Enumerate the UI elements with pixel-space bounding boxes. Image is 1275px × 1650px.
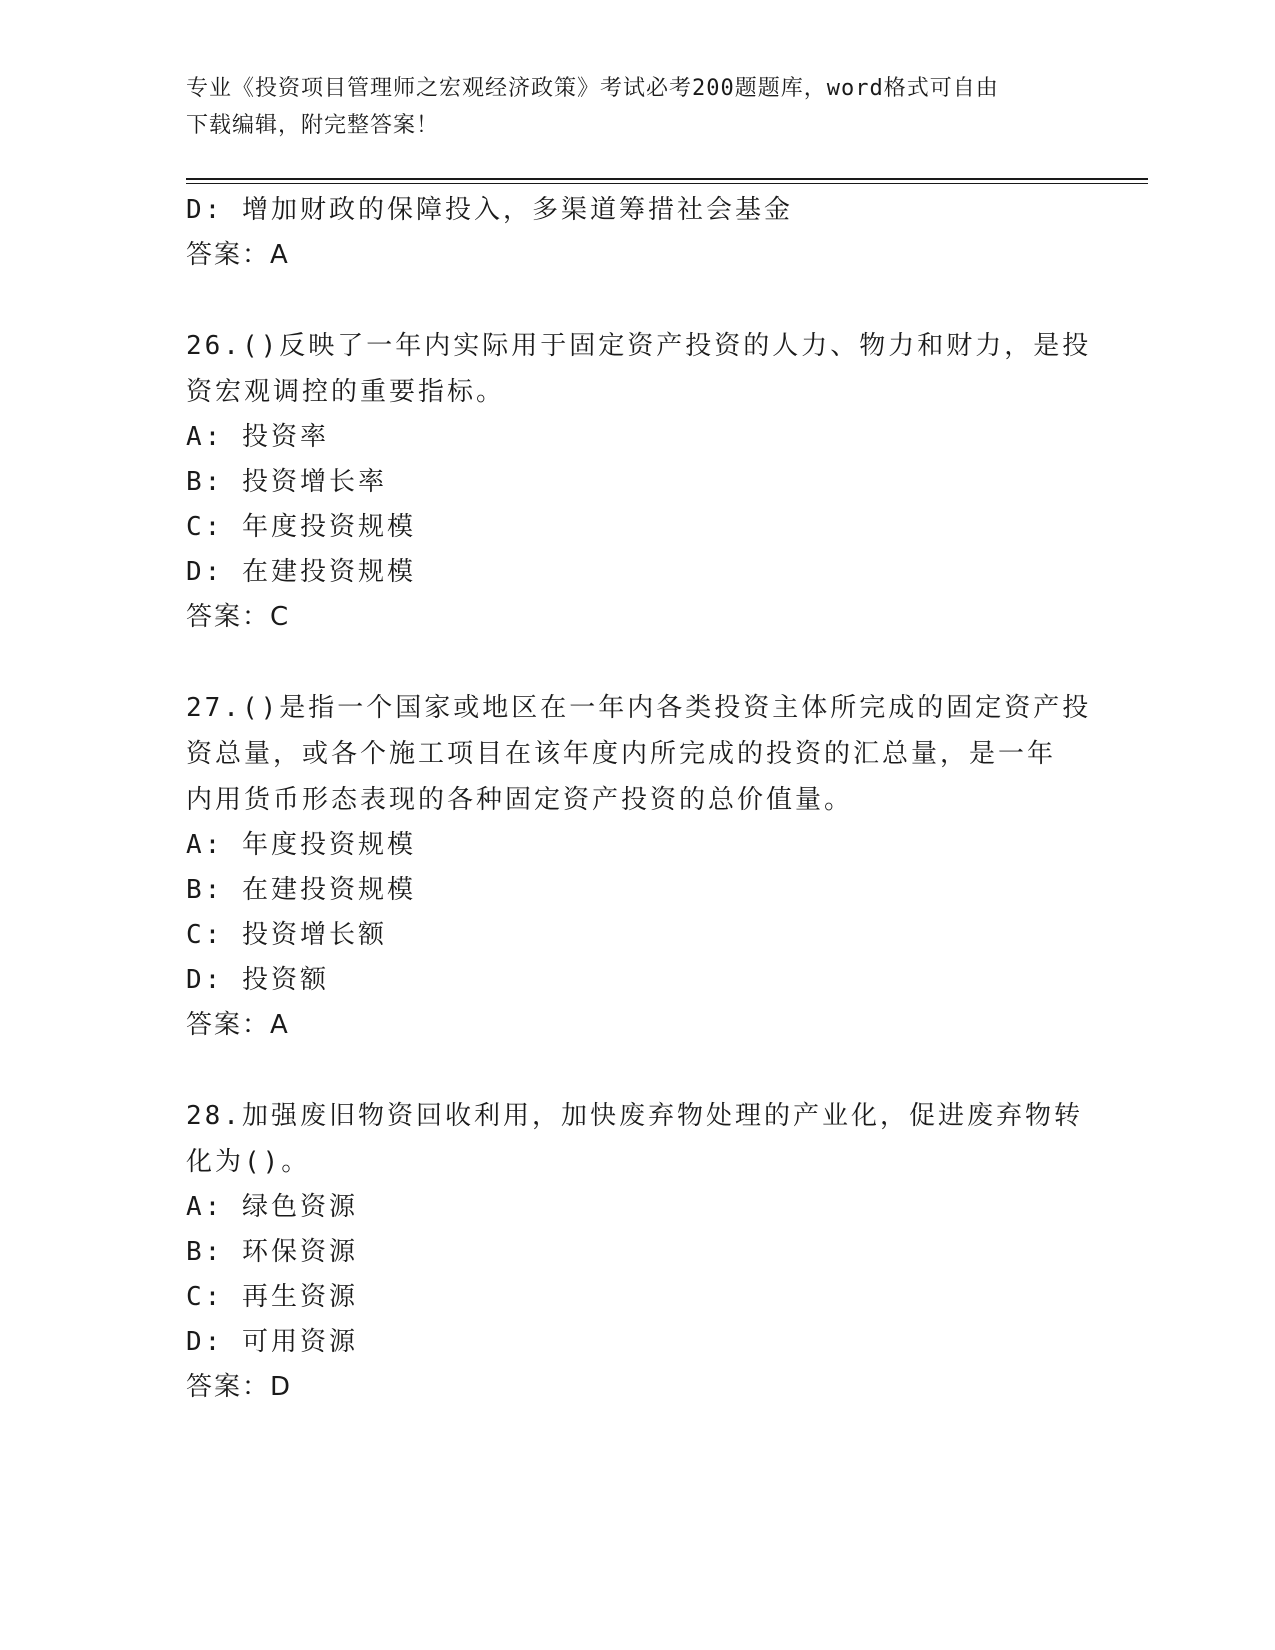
answer: 答案：D: [186, 1372, 293, 1402]
option-c: C: 年度投资规模: [186, 512, 416, 542]
option-d: D: 可用资源: [186, 1327, 358, 1357]
option-d: D: 投资额: [186, 965, 329, 995]
question-stem-line: 化为()。: [186, 1147, 311, 1177]
spacer: [186, 278, 1086, 323]
question-stem-line: 资宏观调控的重要指标。: [186, 377, 506, 407]
question-stem-line: 资总量，或各个施工项目在该年度内所完成的投资的汇总量，是一年: [186, 739, 1057, 769]
document-header: [186, 70, 1086, 144]
question-stem-line: 内用货币形态表现的各种固定资产投资的总价值量。: [186, 785, 854, 815]
spacer: [186, 640, 1086, 685]
prev-answer: 答案：A: [186, 240, 290, 270]
option-a: A: 投资率: [186, 422, 329, 452]
header-line-2: 下载编辑，附完整答案！: [186, 113, 440, 138]
option-a: A: 绿色资源: [186, 1192, 358, 1222]
option-b: B: 环保资源: [186, 1237, 358, 1267]
question-26: [186, 323, 1092, 640]
question-content: [186, 188, 1092, 1410]
question-stem-line: 27.()是指一个国家或地区在一年内各类投资主体所完成的固定资产投: [186, 693, 1092, 723]
option-c: C: 再生资源: [186, 1282, 358, 1312]
option-a: A: 年度投资规模: [186, 830, 416, 860]
answer: 答案：A: [186, 1010, 290, 1040]
option-b: B: 在建投资规模: [186, 875, 416, 905]
question-stem-line: 28.加强废旧物资回收利用，加快废弃物处理的产业化，促进废弃物转: [186, 1101, 1083, 1131]
spacer: [186, 1048, 1086, 1093]
question-28: [186, 1093, 1086, 1410]
header-divider: [186, 178, 1148, 184]
question-27: [186, 685, 1092, 1048]
prev-option-d: D: 增加财政的保障投入，多渠道筹措社会基金: [186, 195, 793, 225]
option-c: C: 投资增长额: [186, 920, 387, 950]
answer: 答案：C: [186, 602, 291, 632]
header-line-1: 专业《投资项目管理师之宏观经济政策》考试必考200题题库，word格式可自由: [186, 76, 999, 101]
option-d: D: 在建投资规模: [186, 557, 416, 587]
option-b: B: 投资增长率: [186, 467, 387, 497]
question-stem-line: 26.()反映了一年内实际用于固定资产投资的人力、物力和财力，是投: [186, 331, 1092, 361]
